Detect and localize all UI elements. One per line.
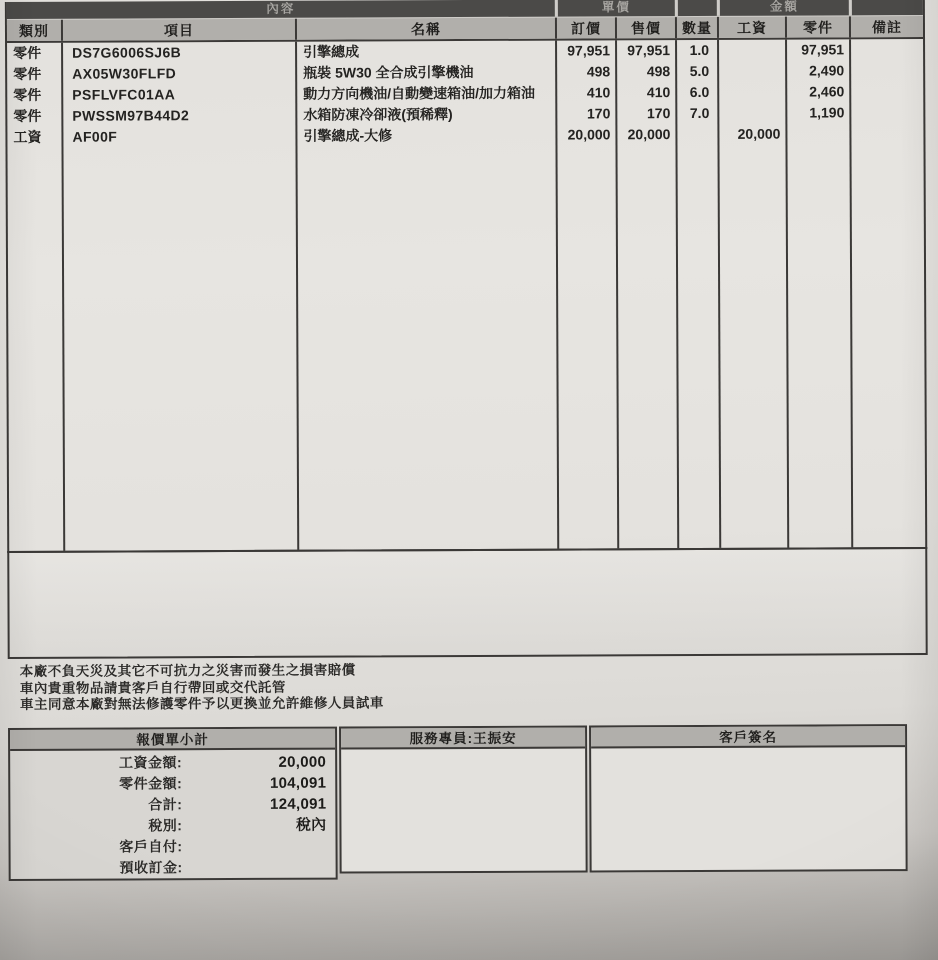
empty-detail-box [7, 547, 927, 659]
summary-row-5 [10, 835, 335, 857]
cell-name-row1: 引擎總成 [303, 43, 360, 60]
cell-list_price-row1: 97,951 [567, 42, 611, 59]
table-column-name [295, 41, 557, 550]
cell-parts-row4: 1,190 [809, 104, 845, 121]
summary-title: 報價單小計 [10, 728, 335, 750]
service-blank-area [341, 748, 586, 871]
cell-note-row4 [851, 102, 923, 123]
summary-label-2: 零件金額: [119, 774, 183, 792]
summary-label-6: 預收訂金: [119, 858, 183, 876]
column-header-9: 備註 [849, 16, 923, 37]
disclaimer-notes [8, 660, 928, 714]
cell-parts-row1: 97,951 [801, 41, 845, 58]
cell-note-row1 [851, 39, 923, 60]
cell-item-row4: PWSSM97B44D2 [72, 107, 190, 124]
summary-value-6 [183, 856, 336, 878]
signature-blank-area [591, 747, 906, 870]
summary-value-1: 20,000 [278, 753, 327, 771]
column-header-4: 訂價 [555, 17, 615, 38]
summary-row-1 [10, 751, 335, 773]
table-body [7, 39, 925, 551]
table-column-item [61, 42, 297, 551]
cell-parts-row3: 2,460 [809, 83, 845, 100]
cell-parts-row2: 2,490 [809, 62, 845, 79]
cell-qty-row4: 7.0 [689, 104, 710, 122]
summary-value-5 [182, 835, 335, 857]
cell-name-row4: 水箱防凍冷卻液(預稀釋) [303, 106, 453, 123]
cell-sell_price-row1: 97,951 [627, 42, 671, 59]
service-agent-label: 服務專員:王振安 [341, 727, 585, 749]
table-column-labor [717, 40, 787, 548]
table-column-qty [675, 40, 719, 548]
cell-name-row2: 瓶裝 5W30 全合成引擎機油 [303, 63, 474, 81]
cell-category-row5: 工資 [13, 128, 42, 145]
cell-item-row2: AX05W30FLFD [72, 65, 177, 82]
summary-value-2: 104,091 [269, 774, 327, 792]
cell-note-row3 [851, 81, 923, 102]
summary-row-3 [10, 793, 335, 815]
cell-sell_price-row5: 20,000 [627, 126, 671, 143]
cell-item-row5: AF00F [72, 128, 118, 145]
cell-labor-row2 [719, 61, 785, 82]
quotation-sheet [5, 0, 929, 881]
summary-label-3: 合計: [148, 795, 183, 812]
table-column-parts [785, 39, 851, 547]
summary-value-4: 稅內 [295, 816, 327, 834]
cell-labor-row4 [719, 103, 785, 124]
cell-list_price-row5: 20,000 [567, 126, 611, 143]
summary-row-2 [10, 772, 335, 794]
group-header-cell-2: 單價 [555, 0, 675, 17]
cell-list_price-row4: 170 [586, 105, 611, 122]
summary-label-5: 客戶自付: [119, 837, 183, 855]
cell-qty-row2: 5.0 [689, 62, 710, 80]
cell-category-row1: 零件 [13, 44, 42, 61]
cell-parts-row5 [787, 123, 849, 144]
cell-list_price-row2: 498 [586, 63, 611, 80]
cell-list_price-row3: 410 [586, 84, 611, 101]
cell-sell_price-row4: 170 [646, 105, 671, 122]
cell-item-row1: DS7G6006SJ6B [72, 44, 182, 61]
cell-name-row5: 引擎總成-大修 [303, 127, 393, 144]
cell-labor-row1 [719, 40, 785, 61]
column-header-8: 零件 [785, 16, 849, 37]
signature-panel [589, 724, 908, 872]
group-header-cell-4: 金額 [717, 0, 849, 16]
group-header-cell-1: 內容 [7, 0, 555, 19]
cell-qty-row1: 1.0 [689, 41, 710, 59]
cell-item-row3: PSFLVFC01AA [72, 86, 176, 103]
cell-category-row3: 零件 [13, 86, 42, 103]
cell-sell_price-row2: 498 [646, 63, 671, 80]
summary-rows [10, 749, 336, 878]
table-column-note [849, 39, 925, 547]
cell-category-row4: 零件 [13, 107, 42, 124]
column-header-7: 工資 [717, 17, 785, 38]
cell-name-row3: 動力方向機油/自動變速箱油/加力箱油 [303, 84, 536, 102]
table-column-category [7, 43, 63, 551]
disclaimer-line: 車主同意本廠對無法修護零件予以更換並允許維修人員試車 [19, 695, 384, 712]
cell-labor-row3 [719, 82, 785, 103]
summary-panel [8, 726, 338, 880]
customer-signature-label: 客戶簽名 [591, 726, 905, 748]
cell-labor-row5: 20,000 [737, 125, 781, 142]
summary-row-6 [11, 856, 336, 878]
disclaimer-line: 車內貴重物品請貴客戶自行帶回或交代託管 [19, 679, 286, 696]
cell-qty-row3: 6.0 [689, 83, 710, 101]
summary-value-3: 124,091 [269, 795, 327, 813]
service-panel [339, 725, 588, 873]
cell-note-row2 [851, 60, 923, 81]
column-header-1: 類別 [7, 20, 61, 41]
invoice-table [5, 0, 927, 553]
cell-sell_price-row3: 410 [646, 84, 671, 101]
column-header-6: 數量 [675, 17, 717, 38]
column-header-3: 名稱 [295, 18, 555, 40]
summary-label-4: 稅別: [148, 816, 183, 833]
column-header-2: 項目 [61, 19, 295, 41]
disclaimer-line: 本廠不負天災及其它不可抗力之災害而發生之損害賠償 [19, 662, 356, 679]
totals-section [8, 723, 929, 880]
group-header-cell-3 [675, 0, 717, 16]
table-column-list_price [555, 40, 617, 548]
summary-label-1: 工資金額: [118, 753, 183, 771]
group-header-cell-5 [849, 0, 923, 15]
column-header-5: 售價 [615, 17, 675, 38]
cell-category-row2: 零件 [13, 65, 42, 82]
cell-note-row5 [851, 123, 923, 144]
summary-row-4 [10, 814, 335, 836]
table-column-sell_price [615, 40, 677, 548]
cell-qty-row5 [677, 124, 717, 145]
